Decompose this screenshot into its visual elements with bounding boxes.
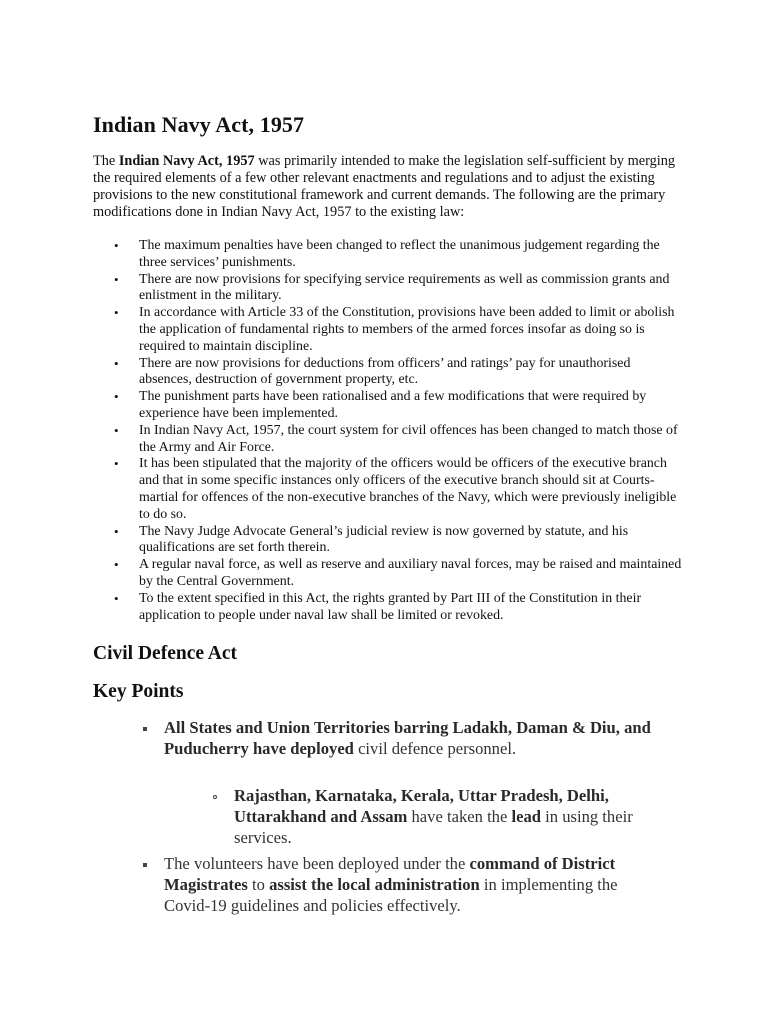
- list-item: • A regular naval force, as well as reserve and auxiliary naval forces, may be raised and maintained by the Central Government.: [93, 557, 683, 591]
- key-point-bold: lead: [511, 806, 541, 826]
- key-point-bold: assist the local administration: [269, 874, 480, 894]
- key-point-bold: All States and Union Territories barring Ladakh, Daman & Diu, and Puducherry have deployed: [164, 718, 651, 758]
- intro-post: was primarily intended to make the legislation self-sufficient by merging the required elements of a few other relevant enactments and regulations and to adjust the existing provisions to the new constitutional framework and current demands. The following are the primary modifications done in Indian Navy Act, 1957 to the existing law:: [93, 153, 675, 220]
- list-item: • In Indian Navy Act, 1957, the court system for civil offences has been changed to match those of the Army and Air Force.: [93, 423, 683, 457]
- key-point-item: [164, 854, 664, 916]
- intro-bold: Indian Navy Act, 1957: [118, 153, 255, 169]
- intro-paragraph: [93, 153, 683, 221]
- key-point-item: [164, 718, 654, 760]
- list-item: • There are now provisions for deductions from officers’ and ratings’ pay for unauthorised absences, destruction of government property, etc.: [93, 356, 683, 390]
- list-item: • The Navy Judge Advocate General’s judicial review is now governed by statute, and his qualifications are set forth therein.: [93, 524, 683, 558]
- key-points-heading: Key Points: [93, 681, 184, 702]
- key-point-text: in implementing the Covid-19 guidelines and policies effectively.: [164, 874, 618, 915]
- list-item: • In accordance with Article 33 of the Constitution, provisions have been added to limit or abolish the application of fundamental rights to members of the armed forces insofar as doing so is required to maintain discipline.: [93, 305, 683, 355]
- intro-pre: The: [93, 153, 119, 169]
- key-point-text: civil defence personnel.: [353, 738, 517, 758]
- key-points-sublist: [234, 786, 664, 848]
- key-point-text: to: [247, 874, 270, 894]
- list-item: • It has been stipulated that the majority of the officers would be officers of the executive branch and that in some specific instances only officers of the executive branch should sit at Courts-martial for offences of the non-executive branches of the Navy, which were previously ineligible to do so.: [93, 456, 683, 523]
- modifications-list: [93, 238, 683, 624]
- key-point-text: The volunteers have been deployed under the: [164, 854, 470, 873]
- list-item: • There are now provisions for specifying service requirements as well as commission grants and enlistment in the military.: [93, 272, 683, 306]
- page-title: Indian Navy Act, 1957: [93, 112, 305, 137]
- list-item: • The maximum penalties have been changed to reflect the unanimous judgement regarding the three services’ punishments.: [93, 238, 683, 272]
- key-points-list-2: [164, 854, 664, 916]
- key-point-text: in using their services.: [234, 806, 633, 847]
- list-item: • To the extent specified in this Act, the rights granted by Part III of the Constitution in their application to people under naval law shall be limited or revoked.: [93, 591, 683, 625]
- key-point-bold: command of District Magistrates: [164, 854, 616, 894]
- civil-defence-heading: Civil Defence Act: [93, 643, 238, 664]
- key-point-subitem: [234, 786, 664, 848]
- key-points-list: [164, 718, 654, 760]
- key-point-bold: Rajasthan, Karnataka, Kerala, Uttar Pradesh, Delhi, Uttarakhand and Assam: [234, 786, 609, 826]
- key-point-text: have taken the: [407, 806, 512, 826]
- list-item: • The punishment parts have been rationalised and a few modifications that were required by experience have been implemented.: [93, 389, 683, 423]
